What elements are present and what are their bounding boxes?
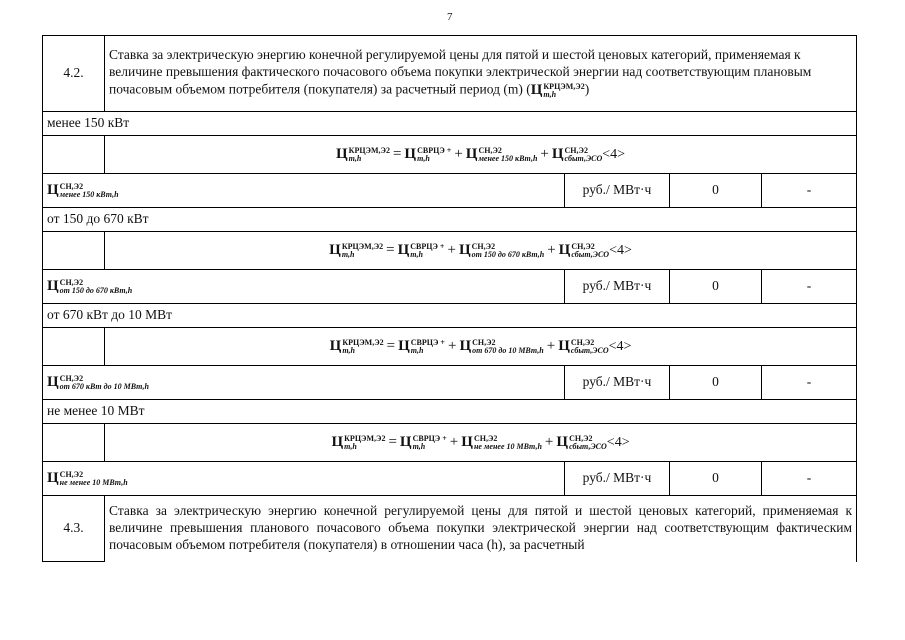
range-label: менее 150 кВт bbox=[43, 112, 857, 136]
component-symbol: Ц СН,Э2 от 150 до 670 кВт,h bbox=[43, 270, 565, 304]
value-cell: 0 bbox=[670, 174, 762, 208]
footnote-ref: <4> bbox=[606, 434, 630, 450]
value-row bbox=[43, 174, 857, 208]
blank-cell bbox=[43, 232, 105, 270]
row-description: Ставка за электрическую энергию конечной регулируемой цены для пятой и шестой ценовых категорий, применяемая к величине превышения фактического почасового объема покупки электрической энергии над соответствующим плановым почасовым объемом потребителя (покупателя) за расчетный период (m) (Ц КРЦЭМ,Э2 m,h ) bbox=[105, 36, 857, 112]
unit-cell: руб./ МВт·ч bbox=[565, 462, 670, 496]
footnote-ref: <4> bbox=[602, 146, 626, 162]
row-number: 4.3. bbox=[43, 496, 105, 562]
formula-row bbox=[43, 232, 857, 270]
price-formula: Ц КРЦЭМ,Э2 m,h = Ц СВРЦЭ + m,h + Ц СН,Э2 от 150 до 670 кВт,h + Ц СН,Э2 сбыт,ЭСО <4> bbox=[105, 232, 857, 270]
formula-row bbox=[43, 136, 857, 174]
tariff-table bbox=[42, 35, 857, 562]
price-formula: Ц КРЦЭМ,Э2 m,h = Ц СВРЦЭ + m,h + Ц СН,Э2 не менее 10 МВт,h + Ц СН,Э2 сбыт,ЭСО <4> bbox=[105, 424, 857, 462]
row-4-2-header bbox=[43, 36, 857, 112]
value-row bbox=[43, 270, 857, 304]
row-description: Ставка за электрическую энергию конечной регулируемой цены для пятой и шестой ценовых категорий, применяемая к величине превышения планового почасового объема покупки электрической энергии над соответствующим фактическим почасовым объемом потребителя (покупателя) в отношении часа (h), за расчетный bbox=[105, 496, 857, 562]
range-label-row bbox=[43, 400, 857, 424]
blank-cell bbox=[43, 328, 105, 366]
dash-cell: - bbox=[762, 366, 857, 400]
price-formula: Ц КРЦЭМ,Э2 m,h = Ц СВРЦЭ + m,h + Ц СН,Э2 менее 150 кВт,h + Ц СН,Э2 сбыт,ЭСО <4> bbox=[105, 136, 857, 174]
unit-cell: руб./ МВт·ч bbox=[565, 366, 670, 400]
value-cell: 0 bbox=[670, 462, 762, 496]
component-symbol: Ц СН,Э2 от 670 кВт до 10 МВт,h bbox=[43, 366, 565, 400]
value-cell: 0 bbox=[670, 366, 762, 400]
range-label: не менее 10 МВт bbox=[43, 400, 857, 424]
formula-row bbox=[43, 424, 857, 462]
footnote-ref: <4> bbox=[608, 338, 632, 354]
row-number: 4.2. bbox=[43, 36, 105, 112]
value-cell: 0 bbox=[670, 270, 762, 304]
component-symbol: Ц СН,Э2 не менее 10 МВт,h bbox=[43, 462, 565, 496]
range-label: от 150 до 670 кВт bbox=[43, 208, 857, 232]
formula-row bbox=[43, 328, 857, 366]
value-row bbox=[43, 462, 857, 496]
unit-cell: руб./ МВт·ч bbox=[565, 270, 670, 304]
component-symbol: Ц СН,Э2 менее 150 кВт,h bbox=[43, 174, 565, 208]
range-label-row bbox=[43, 112, 857, 136]
blank-cell bbox=[43, 424, 105, 462]
footnote-ref: <4> bbox=[609, 242, 632, 258]
row-description-text: Ставка за электрическую энергию конечной регулируемой цены для пятой и шестой ценовых категорий, применяемая к величине превышения фактического почасового объема покупки электрической энергии над соответствующим плановым почасовым объемом потребителя (покупателя) за расчетный период (m) ( bbox=[109, 47, 812, 97]
dash-cell: - bbox=[762, 270, 857, 304]
unit-cell: руб./ МВт·ч bbox=[565, 174, 670, 208]
dash-cell: - bbox=[762, 462, 857, 496]
price-formula: Ц КРЦЭМ,Э2 m,h = Ц СВРЦЭ + m,h + Ц СН,Э2 от 670 до 10 МВт,h + Ц СН,Э2 сбыт,ЭСО <4> bbox=[105, 328, 857, 366]
dash-cell: - bbox=[762, 174, 857, 208]
page-number: 7 bbox=[447, 11, 453, 23]
range-label-row bbox=[43, 208, 857, 232]
range-label: от 670 кВт до 10 МВт bbox=[43, 304, 857, 328]
range-label-row bbox=[43, 304, 857, 328]
price-symbol: Ц КРЦЭМ,Э2 m,h bbox=[530, 81, 585, 99]
blank-cell bbox=[43, 136, 105, 174]
row-4-3-header bbox=[43, 496, 857, 562]
value-row bbox=[43, 366, 857, 400]
